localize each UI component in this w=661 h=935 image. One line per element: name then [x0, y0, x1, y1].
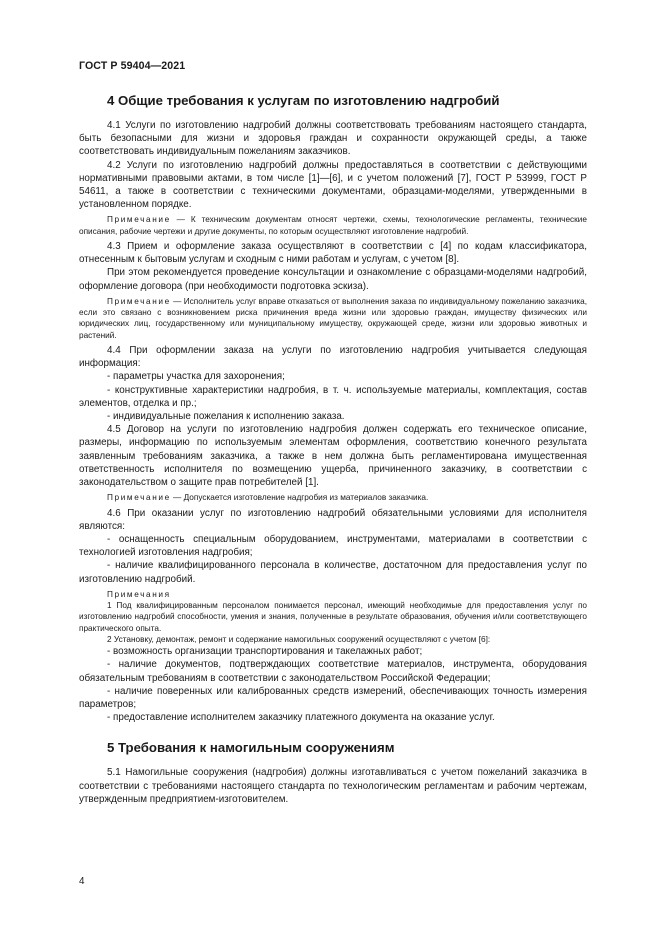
list-item: - наличие документов, подтверждающих соответствие материалов, инструмента, оборудования обязательным требованиям в соответствии с законодательством Российской Федерации;	[79, 659, 587, 684]
note-2-text: — Исполнитель услуг вправе отказаться от выполнения заказа по индивидуальному пожеланию заказчика, если это связано с возникновением риска причинения вреда жизни или здоровью граждан, имуществу физических или юридических лиц, государственному или муниципальному имуществу, окружающей среде, жизни или здоровью животных и растений.	[79, 296, 587, 340]
note-item: 2 Установку, демонтаж, ремонт и содержание намогильных сооружений осуществляют с учетом [6]:	[107, 634, 491, 644]
list-item: - наличие поверенных или калиброванных средств измерений, обеспечивающих точность измерения параметров;	[79, 685, 587, 711]
page-content	[79, 93, 587, 806]
paragraph-4-5: 4.5 Договор на услуги по изготовлению надгробия должен содержать его техническое описание, размеры, информацию по используемым элементам оформления, соответствию конечного результата заявленным требованиям заказчика, а также в нем должна быть регламентирована имущественная ответственность исполнителя по возмещению ущерба, причиненного заказчику, в соответствии с законодательством о защите прав потребителей [1].	[79, 424, 587, 489]
paragraph-4-4: 4.4 При оформлении заказа на услуги по изготовлению надгробия учитывается следующая информация:	[79, 345, 587, 370]
section-5-title: 5 Требования к намогильным сооружениям	[107, 740, 395, 756]
section-4-title: 4 Общие требования к услугам по изготовлению надгробий	[107, 93, 500, 108]
paragraph-4-2: 4.2 Услуги по изготовлению надгробий должны предоставляться в соответствии с действующими нормативными правовыми актами, в том числе [1]—[6], и с учетом положений [7], ГОСТ Р 53999, ГОСТ Р 54611, а также в соответствии с техническими документами, образцами-моделями, утвержденными в установленном порядке.	[79, 159, 587, 211]
note-3	[79, 492, 587, 503]
note-2-label: Примечание	[107, 296, 171, 306]
list-item: - наличие квалифицированного персонала в количестве, достаточном для предоставления услуг по изготовлению надгробий.	[79, 560, 587, 585]
note-2	[79, 296, 587, 341]
list-item: - оснащенность специальным оборудованием, инструментами, материалами в соответствии с технологией изготовления надгробия;	[79, 533, 587, 559]
note-item: 1 Под квалифицированным персоналом понимается персонал, имеющий необходимые для предоставления услуг по изготовлению надгробий способности, умения и знания, полученные в результате образования, обучения и/или соответствующего практического опыта.	[79, 601, 587, 633]
paragraph-4-3: 4.3 Прием и оформление заказа осуществляют в соответствии с [4] по кодам классификатора, отнесенным к бытовым услугам и сходным с ними работам и услугам, с учетом [8].	[79, 241, 587, 266]
paragraph-4-3-b: При этом рекомендуется проведение консультации и ознакомление с образцами-моделями надгробий, оформление договора (при необходимости подготовка эскиза).	[79, 267, 587, 292]
paragraph-4-1: 4.1 Услуги по изготовлению надгробий должны соответствовать требованиям настоящего стандарта, быть безопасными для жизни и здоровья граждан и сохранности окружающей среды, а также соответствовать индивидуальным пожеланиям заказчиков.	[79, 120, 587, 158]
list-item: - конструктивные характеристики надгробия, в т. ч. используемые материалы, комплектация, состав элементов, отделка и пр.;	[79, 384, 587, 409]
note-1	[79, 214, 587, 237]
notes-heading: Примечания	[107, 589, 171, 599]
page-number: 4	[79, 876, 85, 887]
note-1-text: — К техническим документам относят чертежи, схемы, технологические регламенты, технические описания, рабочие чертежи и другие документы, по которым осуществляют изготовление надгробий.	[79, 215, 587, 236]
paragraph-5-1: 5.1 Намогильные сооружения (надгробия) должны изготавливаться с учетом пожеланий заказчика в соответствии с требованиями настоящего стандарта по технологическим регламентам и рабочим чертежам, утвержденным предприятием-изготовителем.	[79, 767, 587, 805]
note-3-label: Примечание	[107, 493, 171, 503]
list-item: - возможность организации транспортирования и такелажных работ;	[107, 646, 423, 658]
paragraph-4-6: 4.6 При оказании услуг по изготовлению надгробий обязательными условиями для исполнителя являются:	[79, 507, 587, 532]
list-item: - параметры участка для захоронения;	[107, 371, 285, 383]
document-header: ГОСТ Р 59404—2021	[79, 60, 186, 72]
list-item: - индивидуальные пожелания к исполнению заказа.	[107, 411, 345, 423]
note-1-label: Примечание	[107, 215, 171, 225]
list-item: - предоставление исполнителем заказчику платежного документа на оказание услуг.	[107, 712, 495, 724]
note-3-text: — Допускается изготовление надгробия из материалов заказчика.	[170, 493, 429, 503]
